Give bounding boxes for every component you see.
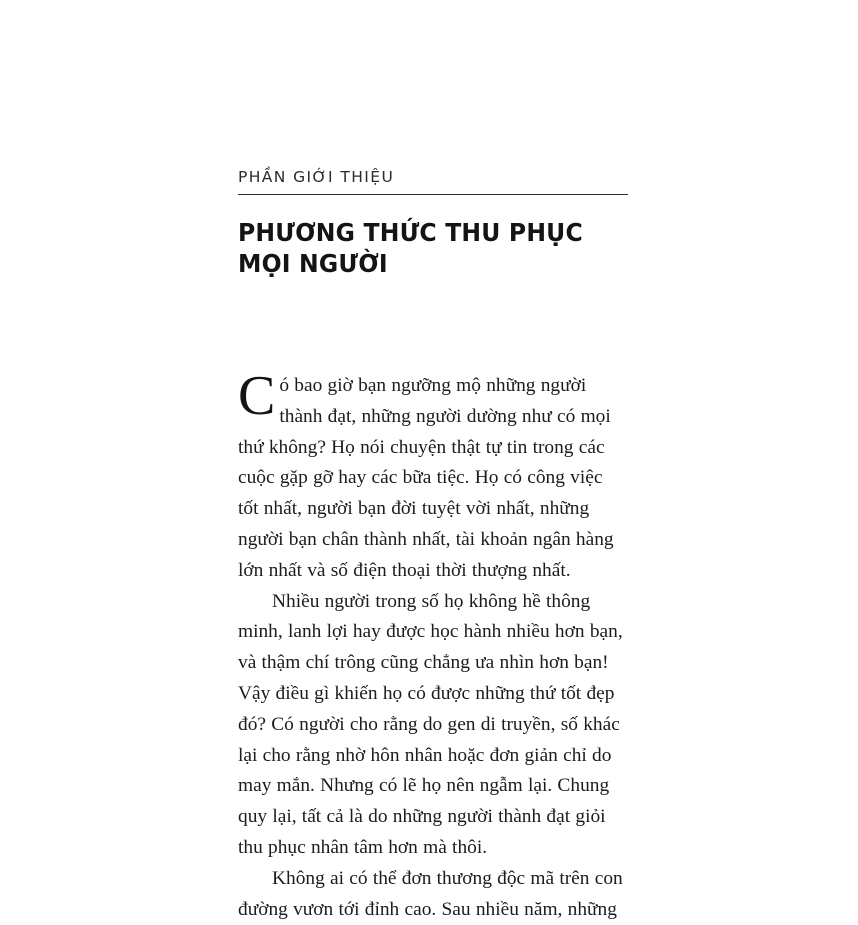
page-content [238,168,628,925]
chapter-title: PHƯƠNG THỨC THU PHỤC MỌI NGƯỜI [238,217,583,278]
paragraph-1 [238,365,628,587]
paragraph-2: Nhiều người trong số họ không hề thông minh, lanh lợi hay được học hành nhiều hơn bạn, và thậm chí trông cũng chẳng ưa nhìn hơn bạn! Vậy điều gì khiến họ có được những thứ tốt đẹp đó? Có người cho rằng do gen di truyền, số khác lại cho rằng nhờ hôn nhân hoặc đơn giản chỉ do may mắn. Nhưng có lẽ họ nên ngẫm lại. Chung quy lại, tất cả là do những người thành đạt giỏi thu phục nhân tâm hơn mà thôi. [238,590,623,859]
drop-cap-letter: C [238,365,276,428]
section-eyebrow: PHẦN GIỚI THIỆU [238,168,628,195]
body-text [238,365,628,925]
paragraph-1-text: ó bao giờ bạn ngưỡng mộ những người thành đạt, những người dường như có mọi thứ không? Họ nói chuyện thật tự tin trong các cuộc gặp gỡ hay các bữa tiệc. Họ có công việc tốt nhất, người bạn đời tuyệt vời nhất, những người bạn chân thành nhất, tài khoản ngân hàng lớn nhất và số điện thoại thời thượng nhất. [238,375,614,581]
paragraph-3: Không ai có thể đơn thương độc mã trên con đường vươn tới đỉnh cao. Sau nhiều năm, những [238,867,623,920]
